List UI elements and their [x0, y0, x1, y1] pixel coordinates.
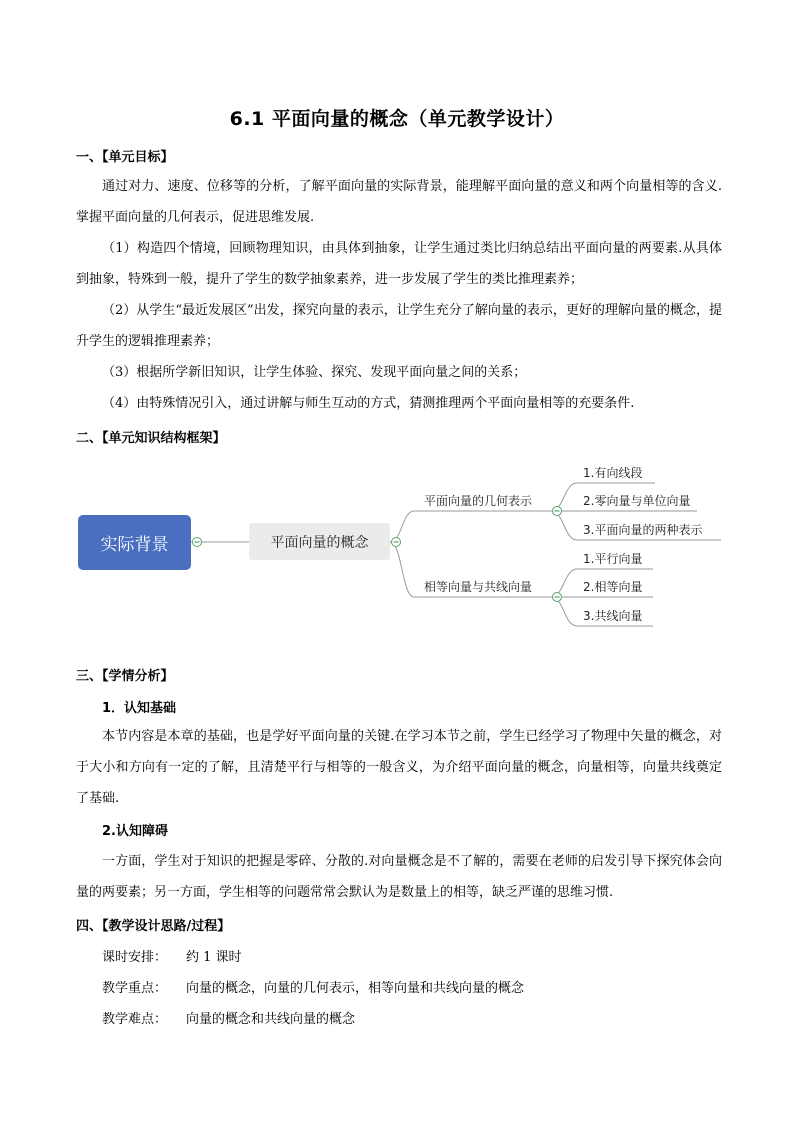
- mindmap-leaf: 2.相等向量: [583, 580, 643, 594]
- design-line-schedule: [102, 946, 242, 965]
- page-title: 6.1 平面向量的概念（单元教学设计）: [229, 108, 565, 130]
- schedule-label: 课时安排：: [102, 950, 168, 965]
- sub-heading-cognitive-obstacles: 2.认知障碍: [102, 824, 168, 839]
- mindmap-leaf: 1.平行向量: [583, 552, 643, 566]
- mindmap-leaf: 3.共线向量: [583, 609, 643, 623]
- mindmap-center-node: 平面向量的概念: [249, 523, 390, 560]
- cognitive-obstacles-paragraph: 一方面，学生对于知识的把握是零碎、分散的.对向量概念是不了解的，需要在老师的启发引导下探究体会向量的两要素；另一方面，学生相等的问题常常会默认为是数量上的相等，缺乏严谨的思维习惯.: [76, 854, 722, 900]
- schedule-value: 约 1 课时: [186, 950, 242, 965]
- goals-item-3: （3）根据所学新旧知识，让学生体验、探究、发现平面向量之间的关系；: [102, 365, 527, 380]
- section-heading-framework: 二、【单元知识结构框架】: [76, 431, 226, 446]
- cognitive-basis-paragraph: 本节内容是本章的基础，也是学好平面向量的关键.在学习本节之前，学生已经学习了物理中矢量的概念，对于大小和方向有一定的了解，且清楚平行与相等的一般含义，为介绍平面向量的概念，向量相等，向量共线奠定了基础.: [76, 729, 722, 806]
- design-line-difficulties: [102, 1008, 355, 1027]
- goals-intro-paragraph: 通过对力、速度、位移等的分析，了解平面向量的实际背景，能理解平面向量的意义和两个向量相等的含义.掌握平面向量的几何表示，促进思维发展.: [76, 179, 722, 225]
- section-heading-design: 四、【教学设计思路/过程】: [76, 919, 231, 934]
- difficulties-label: 教学难点：: [102, 1012, 168, 1027]
- key-points-value: 向量的概念，向量的几何表示，相等向量和共线向量的概念: [186, 981, 525, 996]
- key-points-label: 教学重点：: [102, 981, 168, 996]
- section-heading-learner-analysis: 三、【学情分析】: [76, 669, 174, 684]
- collapse-icon: [553, 507, 562, 516]
- mindmap-leaf: 3.平面向量的两种表示: [583, 523, 703, 537]
- collapse-icon: [392, 538, 401, 547]
- goals-item-2: （2）从学生“最近发展区”出发，探究向量的表示，让学生充分了解向量的表示，更好的理解向量的概念，提升学生的逻辑推理素养；: [76, 303, 722, 349]
- sub-heading-cognitive-basis: 1．认知基础: [102, 701, 177, 716]
- mindmap-root-node: 实际背景: [78, 515, 191, 570]
- mindmap-branch-equal-collinear: 相等向量与共线向量: [424, 580, 533, 594]
- difficulties-value: 向量的概念和共线向量的概念: [186, 1012, 356, 1027]
- goals-item-4: （4）由特殊情况引入，通过讲解与师生互动的方式，猜测推理两个平面向量相等的充要条件.: [102, 396, 635, 411]
- design-line-key-points: [102, 977, 524, 996]
- goals-item-1: （1）构造四个情境，回顾物理知识，由具体到抽象，让学生通过类比归纳总结出平面向量的两要素.从具体到抽象，特殊到一般，提升了学生的数学抽象素养，进一步发展了学生的类比推理素养；: [76, 241, 722, 287]
- collapse-icon: [193, 538, 202, 547]
- mindmap-leaf: 1.有向线段: [583, 466, 643, 480]
- collapse-icon: [553, 593, 562, 602]
- mindmap-leaf: 2.零向量与单位向量: [583, 494, 691, 508]
- mindmap-branch-geometric: 平面向量的几何表示: [424, 494, 533, 508]
- section-heading-goals: 一、【单元目标】: [76, 150, 174, 165]
